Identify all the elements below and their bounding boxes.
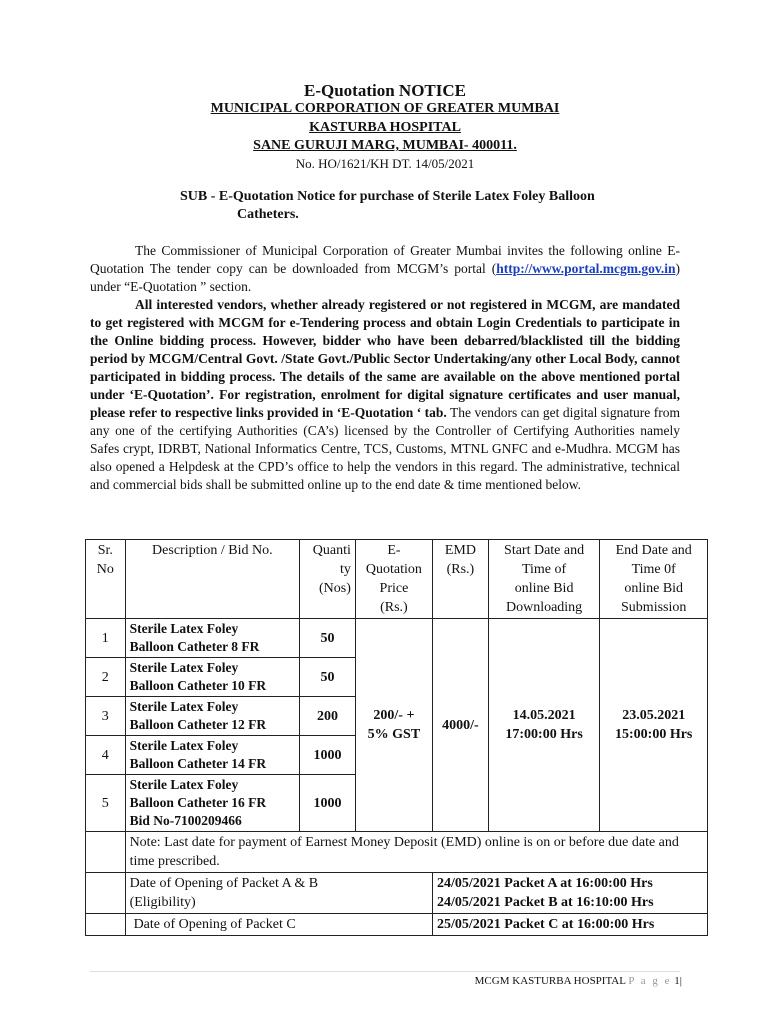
header-emd: EMD (Rs.) — [432, 540, 488, 619]
footer-page-number: 1 — [674, 975, 680, 987]
subject — [180, 188, 680, 224]
emd-cell: 4000/- — [432, 619, 488, 832]
hospital-name: KASTURBA HOSPITAL — [309, 120, 461, 135]
footer-org: MCGM KASTURBA HOSPITAL — [474, 975, 626, 987]
row-description: Sterile Latex Foley Balloon Catheter 16 FR Bid No-7100209466 — [125, 775, 300, 832]
header-sr: Sr. No — [86, 540, 126, 619]
footer-separator: | — [679, 975, 682, 987]
portal-link[interactable]: http://www.portal.mcgm.gov.in — [496, 261, 676, 276]
row-sr: 2 — [86, 658, 126, 697]
header-end: End Date and Time 0f online Bid Submission — [600, 540, 708, 619]
start-datetime-cell: 14.05.2021 17:00:00 Hrs — [488, 619, 600, 832]
opening-ab-label: Date of Opening of Packet A & B (Eligibility) — [125, 873, 432, 914]
header-start: Start Date and Time of online Bid Downloading — [488, 540, 600, 619]
packet-c-date: 25/05/2021 Packet C at 16:00:00 Hrs — [432, 914, 707, 936]
intro-text: The Commissioner of Municipal Corporation of Greater Mumbai invites the following online E-Quotation The tender copy can be downloaded from MCGM’s portal ( — [90, 243, 680, 276]
packet-ab-dates: 24/05/2021 Packet A at 16:00:00 Hrs 24/05/2021 Packet B at 16:10:00 Hrs — [432, 873, 707, 914]
quotation-table — [85, 539, 708, 936]
instructions-normal: The vendors can get digital signature from any one of the certifying Authorities (CA’s) licensed by the Controller of Certifying Authorities namely Safes crypt, IDRBT, National Informatics Centre, TCS, Customs, MTNL GNFC and e-Mudhra. MCGM has also opened a Helpdesk at the CPD’s office to help the vendors in this regard. The administrative, technical and commercial bids shall be submitted online up to the end date & time mentioned below. — [90, 405, 680, 492]
row-quantity: 1000 — [300, 775, 356, 832]
row-quantity: 50 — [300, 658, 356, 697]
subject-line-2: Catheters. — [237, 207, 299, 222]
intro-tail: ) under “E-Quotation ” section. — [90, 261, 680, 294]
note-row — [86, 832, 708, 873]
subject-line-1: SUB - E-Quotation Notice for purchase of Sterile Latex Foley Balloon — [180, 189, 595, 204]
row-sr: 5 — [86, 775, 126, 832]
row-description: Sterile Latex Foley Balloon Catheter 14 FR — [125, 736, 300, 775]
row-sr: 4 — [86, 736, 126, 775]
footer-page-label: P a g e — [628, 975, 672, 987]
row-description: Sterile Latex Foley Balloon Catheter 12 FR — [125, 697, 300, 736]
notice-title: E-Quotation NOTICE — [304, 81, 466, 100]
row-description: Sterile Latex Foley Balloon Catheter 8 FR — [125, 619, 300, 658]
paragraph-intro — [90, 242, 680, 296]
table-header-row — [86, 540, 708, 619]
header-price: E- Quotation Price (Rs.) — [355, 540, 432, 619]
table-row — [86, 619, 708, 658]
row-quantity: 200 — [300, 697, 356, 736]
org-name: MUNICIPAL CORPORATION OF GREATER MUMBAI — [210, 101, 560, 116]
footer-divider — [90, 971, 680, 972]
paragraph-instructions — [90, 296, 680, 494]
opening-c-row — [86, 914, 708, 936]
page-footer — [475, 975, 682, 987]
price-cell: 200/- + 5% GST — [355, 619, 432, 832]
row-quantity: 50 — [300, 619, 356, 658]
header-quantity: Quanti ty (Nos) — [300, 540, 356, 619]
header-description: Description / Bid No. — [125, 540, 300, 619]
notice-body — [90, 242, 680, 494]
end-datetime-cell: 23.05.2021 15:00:00 Hrs — [600, 619, 708, 832]
row-sr: 3 — [86, 697, 126, 736]
reference-number: No. HO/1621/KH DT. 14/05/2021 — [295, 156, 475, 171]
opening-ab-row — [86, 873, 708, 914]
row-sr: 1 — [86, 619, 126, 658]
hospital-address: SANE GURUJI MARG, MUMBAI- 400011. — [253, 138, 517, 153]
emd-note: Note: Last date for payment of Earnest Money Deposit (EMD) online is on or before due date and time prescribed. — [125, 832, 707, 873]
row-description: Sterile Latex Foley Balloon Catheter 10 FR — [125, 658, 300, 697]
row-quantity: 1000 — [300, 736, 356, 775]
instructions-bold: All interested vendors, whether already registered or not registered in MCGM, are mandated to get registered with MCGM for e-Tendering process and obtain Login Credentials to participate in the Online bidding process. However, bidder who have been debarred/blacklisted till the bidding period by MCGM/Central Govt. /State Govt./Public Sector Undertaking/any other Local Body, cannot participated in bidding process. The details of the same are available on the above mentioned portal under ‘E-Quotation’. For registration, enrolment for digital signature certificates and user manual, please refer to respective links provided in ‘E-Quotation ‘ tab. — [90, 297, 680, 420]
opening-c-label: Date of Opening of Packet C — [125, 914, 432, 936]
